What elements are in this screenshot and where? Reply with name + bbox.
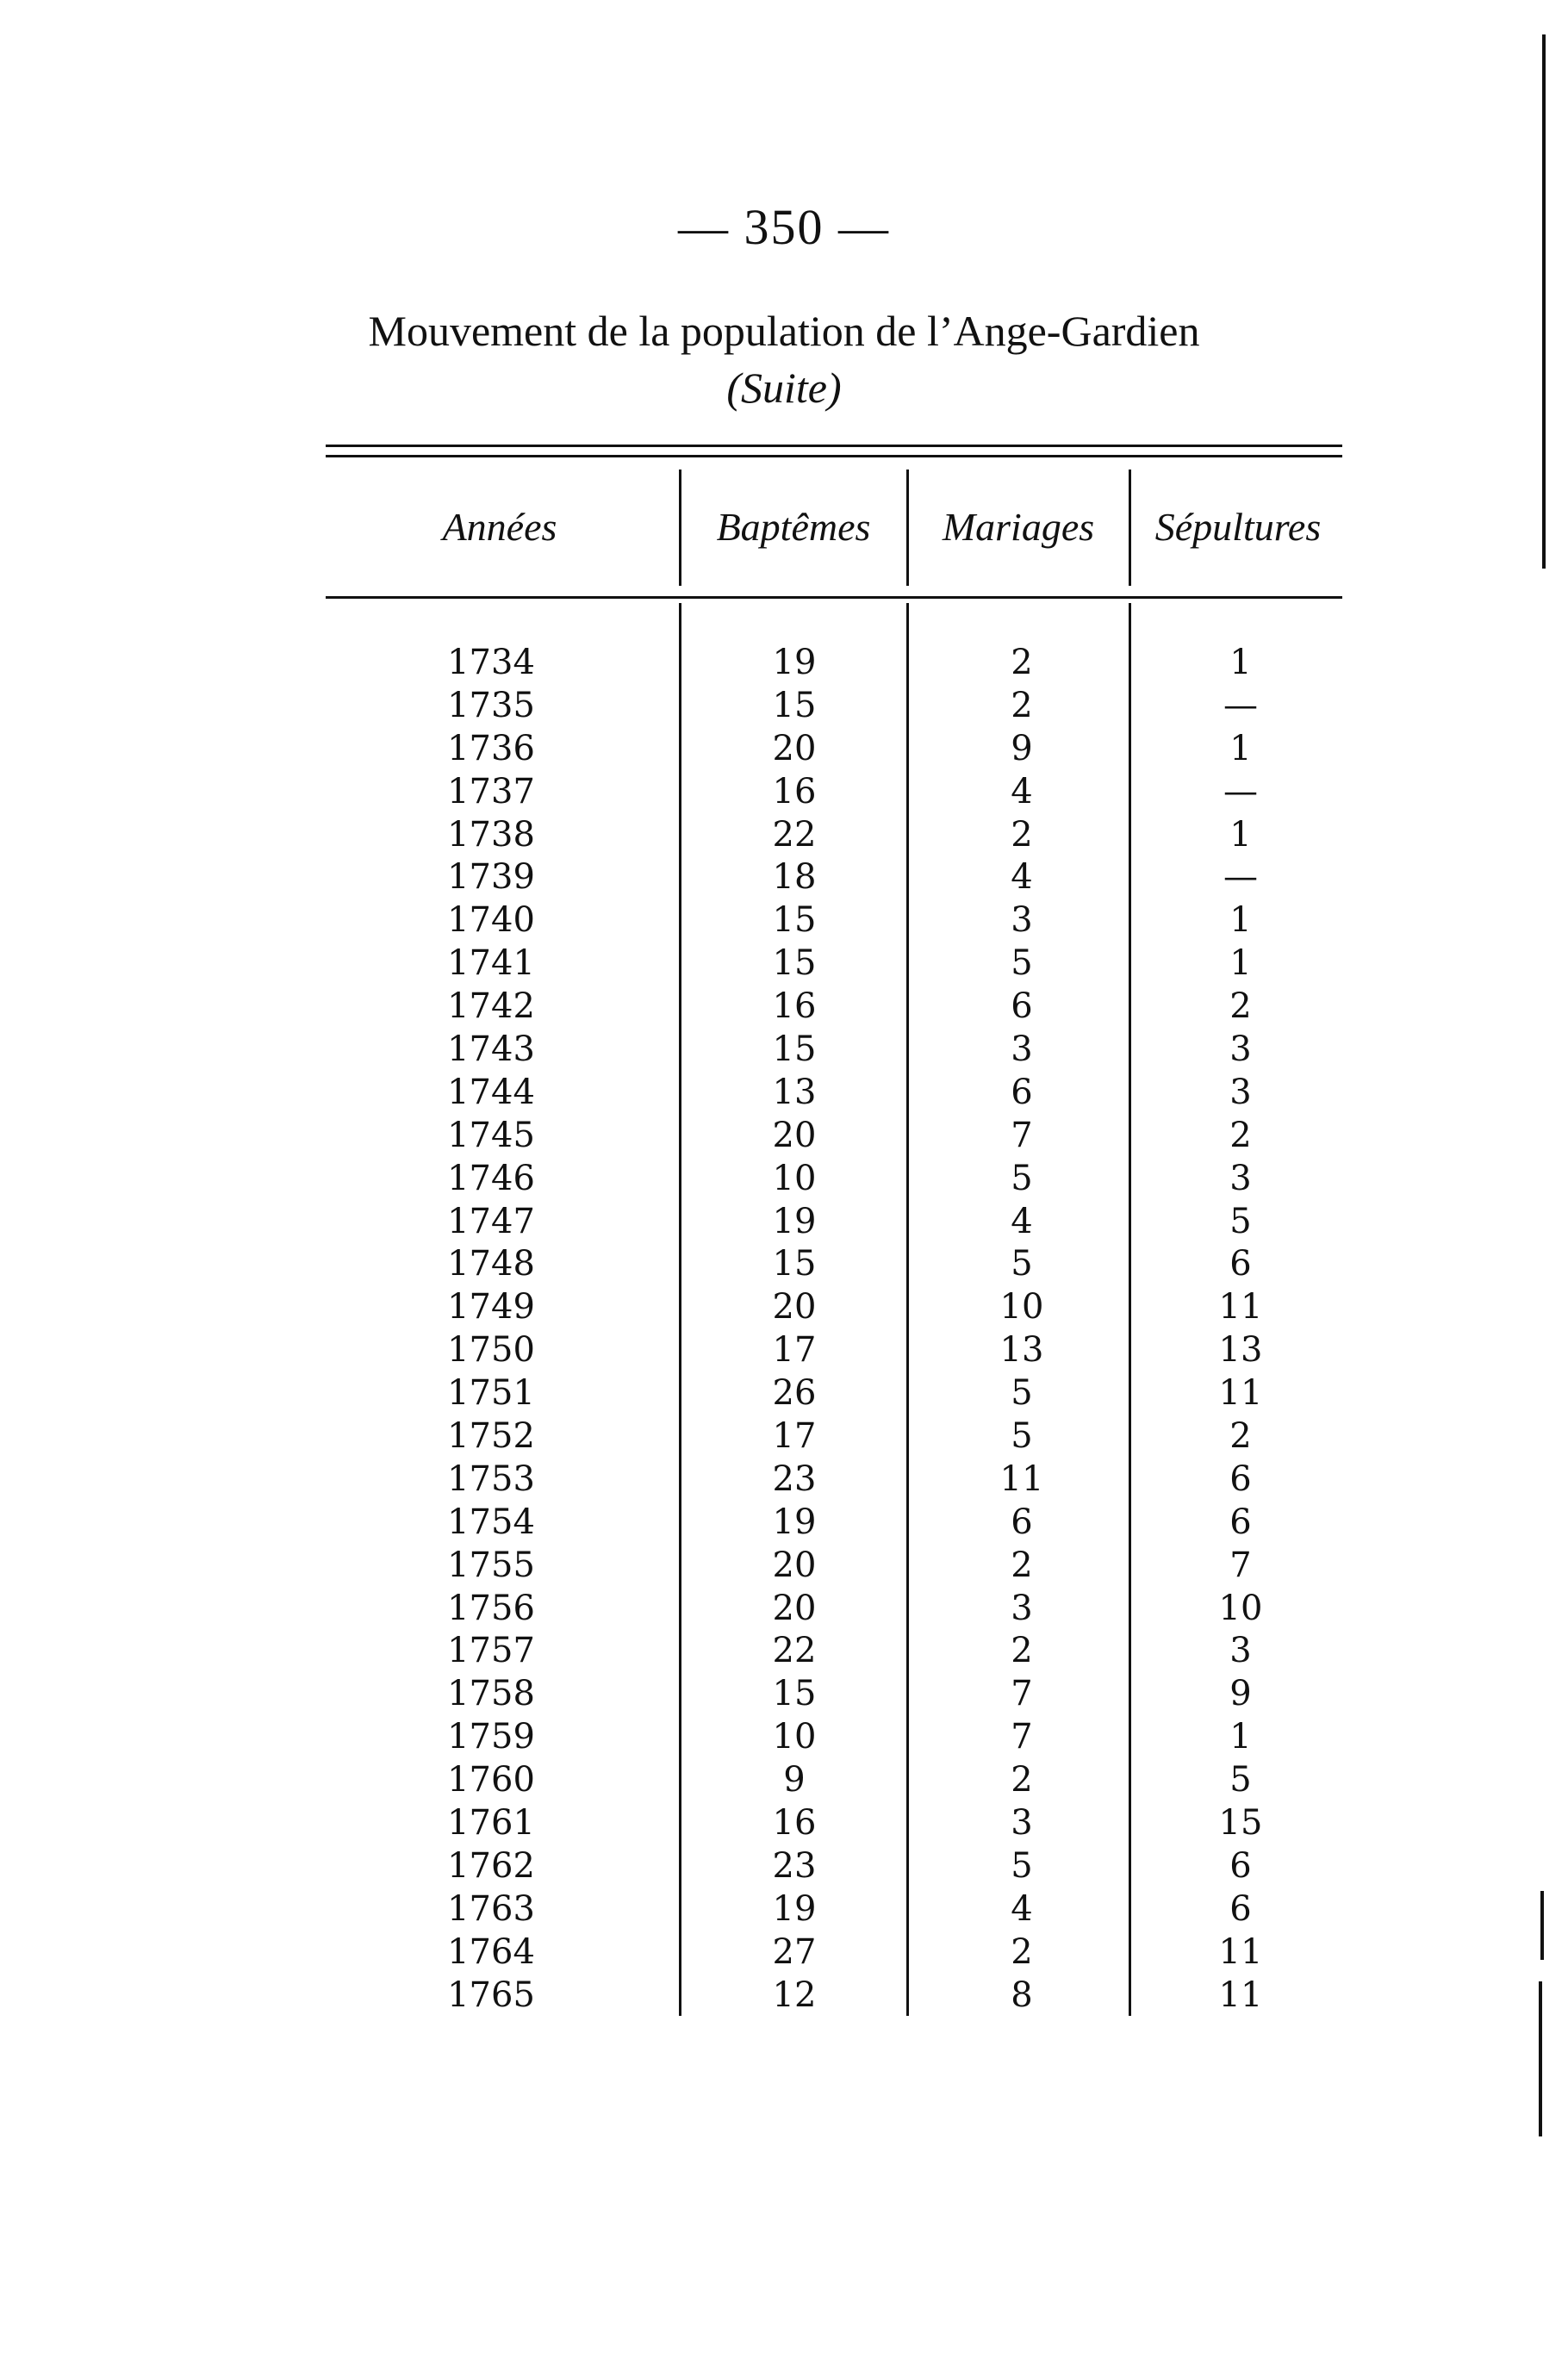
mariages-cell: 2	[1011, 1931, 1033, 1972]
baptemes-cell: 10	[772, 1717, 817, 1757]
year-cell: 1761	[447, 1803, 535, 1844]
year-cell: 1764	[447, 1931, 535, 1972]
year-cell: 1742	[447, 986, 535, 1027]
margin-line	[1540, 1891, 1544, 1960]
year-cell: 1740	[447, 900, 535, 941]
table-row	[0, 1630, 1568, 1673]
table-row	[0, 899, 1568, 942]
sepultures-cell: 11	[1218, 1975, 1263, 2015]
mariages-cell: 2	[1011, 814, 1033, 855]
year-cell: 1736	[447, 728, 535, 768]
sepultures-cell: 1	[1229, 814, 1252, 855]
table-row	[0, 685, 1568, 728]
column-header-mariages: Mariages	[942, 505, 1095, 549]
baptemes-cell: 20	[772, 1287, 817, 1328]
mariages-cell: 3	[1011, 900, 1033, 941]
mariages-cell: 4	[1011, 771, 1033, 812]
margin-line	[1542, 34, 1546, 569]
mariages-cell: 7	[1011, 1717, 1033, 1757]
sepultures-cell: 6	[1229, 1845, 1252, 1886]
baptemes-cell: 16	[772, 986, 817, 1027]
baptemes-cell: 20	[772, 1545, 817, 1585]
mariages-cell: 2	[1011, 1545, 1033, 1585]
sepultures-cell: 5	[1229, 1201, 1252, 1241]
sepultures-cell: 1	[1229, 1717, 1252, 1757]
table-row	[0, 1286, 1568, 1329]
table-row	[0, 1072, 1568, 1115]
baptemes-cell: 10	[772, 1158, 817, 1198]
mariages-cell: 2	[1011, 1631, 1033, 1671]
mariages-cell: 7	[1011, 1674, 1033, 1714]
sepultures-cell: 6	[1229, 1458, 1252, 1499]
table-row	[0, 1029, 1568, 1072]
year-cell: 1734	[447, 643, 535, 682]
year-cell: 1749	[447, 1287, 535, 1328]
header-column-divider	[1129, 470, 1131, 586]
mariages-cell: 9	[1011, 728, 1033, 768]
sepultures-cell: 13	[1218, 1330, 1263, 1371]
table-body	[0, 642, 1568, 2018]
table-row	[0, 771, 1568, 814]
mariages-cell: 2	[1011, 643, 1033, 682]
year-cell: 1754	[447, 1502, 535, 1542]
header-column-divider	[679, 470, 681, 586]
table-row	[0, 642, 1568, 685]
year-cell: 1763	[447, 1888, 535, 1929]
year-cell: 1743	[447, 1029, 535, 1070]
mariages-cell: 2	[1011, 1760, 1033, 1800]
mariages-cell: 11	[999, 1458, 1044, 1499]
sepultures-cell: 7	[1229, 1545, 1252, 1585]
sepultures-cell: 5	[1229, 1760, 1252, 1800]
sepultures-cell: 9	[1229, 1674, 1252, 1714]
baptemes-cell: 19	[772, 1201, 817, 1241]
year-cell: 1748	[447, 1244, 535, 1284]
sepultures-cell: 3	[1229, 1072, 1252, 1112]
sepultures-cell: 10	[1218, 1588, 1263, 1628]
sepultures-cell: —	[1223, 857, 1258, 898]
sepultures-cell: 3	[1229, 1029, 1252, 1070]
baptemes-cell: 15	[772, 943, 817, 984]
table-row	[0, 942, 1568, 986]
year-cell: 1737	[447, 771, 535, 812]
mariages-cell: 3	[1011, 1029, 1033, 1070]
baptemes-cell: 27	[772, 1931, 817, 1972]
table-row	[0, 728, 1568, 771]
sepultures-cell: 3	[1229, 1158, 1252, 1198]
baptemes-cell: 17	[772, 1416, 817, 1457]
sepultures-cell: 6	[1229, 1888, 1252, 1929]
year-cell: 1750	[447, 1330, 535, 1371]
table-row	[0, 1845, 1568, 1888]
mariages-cell: 5	[1011, 1416, 1033, 1457]
baptemes-cell: 19	[772, 1888, 817, 1929]
mariages-cell: 13	[999, 1330, 1044, 1371]
table-row	[0, 1673, 1568, 1716]
mariages-cell: 5	[1011, 943, 1033, 984]
baptemes-cell: 15	[772, 1674, 817, 1714]
sepultures-cell: 2	[1229, 986, 1252, 1027]
year-cell: 1759	[447, 1717, 535, 1757]
baptemes-cell: 13	[772, 1072, 817, 1112]
table-row	[0, 1588, 1568, 1631]
mariages-cell: 6	[1011, 1502, 1033, 1542]
table-row	[0, 1243, 1568, 1286]
table-row	[0, 1888, 1568, 1931]
year-cell: 1746	[447, 1158, 535, 1198]
sepultures-cell: 1	[1229, 943, 1252, 984]
table-row	[0, 1802, 1568, 1845]
top-double-rule-lower	[326, 455, 1342, 457]
baptemes-cell: 22	[772, 814, 817, 855]
table-title: Mouvement de la population de l’Ange-Gardien	[368, 307, 1200, 355]
year-cell: 1745	[447, 1115, 535, 1155]
sepultures-cell: 2	[1229, 1416, 1252, 1457]
mariages-cell: 4	[1011, 857, 1033, 898]
year-cell: 1741	[447, 943, 535, 984]
sepultures-cell: 1	[1229, 643, 1252, 682]
table-row	[0, 1329, 1568, 1372]
mariages-cell: 5	[1011, 1373, 1033, 1414]
sepultures-cell: —	[1223, 771, 1258, 812]
baptemes-cell: 20	[772, 728, 817, 768]
mariages-cell: 5	[1011, 1845, 1033, 1886]
sepultures-cell: 11	[1218, 1373, 1263, 1414]
sepultures-cell: 1	[1229, 728, 1252, 768]
year-cell: 1752	[447, 1416, 535, 1457]
year-cell: 1735	[447, 685, 535, 725]
header-bottom-rule	[326, 596, 1342, 599]
table-row	[0, 856, 1568, 899]
sepultures-cell: 11	[1218, 1287, 1263, 1328]
baptemes-cell: 9	[783, 1760, 806, 1800]
baptemes-cell: 17	[772, 1330, 817, 1371]
table-row	[0, 1372, 1568, 1415]
mariages-cell: 10	[999, 1287, 1044, 1328]
page-number: — 350 —	[678, 199, 890, 255]
mariages-cell: 6	[1011, 986, 1033, 1027]
table-row	[0, 1716, 1568, 1759]
year-cell: 1747	[447, 1201, 535, 1241]
baptemes-cell: 23	[772, 1845, 817, 1886]
table-row	[0, 1115, 1568, 1158]
year-cell: 1739	[447, 857, 535, 898]
margin-line	[1539, 1981, 1542, 2136]
baptemes-cell: 12	[772, 1975, 817, 2015]
year-cell: 1760	[447, 1760, 535, 1800]
table-row	[0, 1201, 1568, 1244]
baptemes-cell: 15	[772, 685, 817, 725]
year-cell: 1738	[447, 814, 535, 855]
table-row	[0, 1759, 1568, 1802]
year-cell: 1758	[447, 1674, 535, 1714]
sepultures-cell: 3	[1229, 1631, 1252, 1671]
top-double-rule-upper	[326, 445, 1342, 447]
year-cell: 1753	[447, 1458, 535, 1499]
baptemes-cell: 23	[772, 1458, 817, 1499]
baptemes-cell: 15	[772, 1244, 817, 1284]
mariages-cell: 4	[1011, 1888, 1033, 1929]
sepultures-cell: 6	[1229, 1244, 1252, 1284]
baptemes-cell: 22	[772, 1631, 817, 1671]
baptemes-cell: 16	[772, 1803, 817, 1844]
table-row	[0, 1458, 1568, 1502]
table-row	[0, 1975, 1568, 2018]
mariages-cell: 3	[1011, 1588, 1033, 1628]
year-cell: 1762	[447, 1845, 535, 1886]
sepultures-cell: 1	[1229, 900, 1252, 941]
mariages-cell: 8	[1011, 1975, 1033, 2015]
year-cell: 1757	[447, 1631, 535, 1671]
baptemes-cell: 19	[772, 1502, 817, 1542]
table-subtitle: (Suite)	[726, 364, 842, 412]
sepultures-cell: 2	[1229, 1115, 1252, 1155]
column-header-annees: Années	[442, 505, 557, 549]
sepultures-cell: 15	[1218, 1803, 1263, 1844]
sepultures-cell: 6	[1229, 1502, 1252, 1542]
mariages-cell: 2	[1011, 685, 1033, 725]
table-row	[0, 1158, 1568, 1201]
year-cell: 1751	[447, 1373, 535, 1414]
baptemes-cell: 19	[772, 643, 817, 682]
mariages-cell: 5	[1011, 1244, 1033, 1284]
baptemes-cell: 15	[772, 1029, 817, 1070]
column-header-baptemes: Baptêmes	[716, 505, 871, 549]
baptemes-cell: 20	[772, 1588, 817, 1628]
mariages-cell: 5	[1011, 1158, 1033, 1198]
baptemes-cell: 26	[772, 1373, 817, 1414]
table-row	[0, 1502, 1568, 1545]
mariages-cell: 3	[1011, 1803, 1033, 1844]
mariages-cell: 7	[1011, 1115, 1033, 1155]
table-row	[0, 1545, 1568, 1588]
table-row	[0, 814, 1568, 857]
table-row	[0, 986, 1568, 1029]
baptemes-cell: 15	[772, 900, 817, 941]
column-header-sepultures: Sépultures	[1154, 505, 1322, 549]
baptemes-cell: 20	[772, 1115, 817, 1155]
header-column-divider	[906, 470, 909, 586]
mariages-cell: 4	[1011, 1201, 1033, 1241]
baptemes-cell: 16	[772, 771, 817, 812]
sepultures-cell: —	[1223, 685, 1258, 725]
year-cell: 1756	[447, 1588, 535, 1628]
sepultures-cell: 11	[1218, 1931, 1263, 1972]
baptemes-cell: 18	[772, 857, 817, 898]
year-cell: 1765	[447, 1975, 535, 2015]
table-row	[0, 1415, 1568, 1458]
year-cell: 1755	[447, 1545, 535, 1585]
mariages-cell: 6	[1011, 1072, 1033, 1112]
year-cell: 1744	[447, 1072, 535, 1112]
table-row	[0, 1931, 1568, 1975]
